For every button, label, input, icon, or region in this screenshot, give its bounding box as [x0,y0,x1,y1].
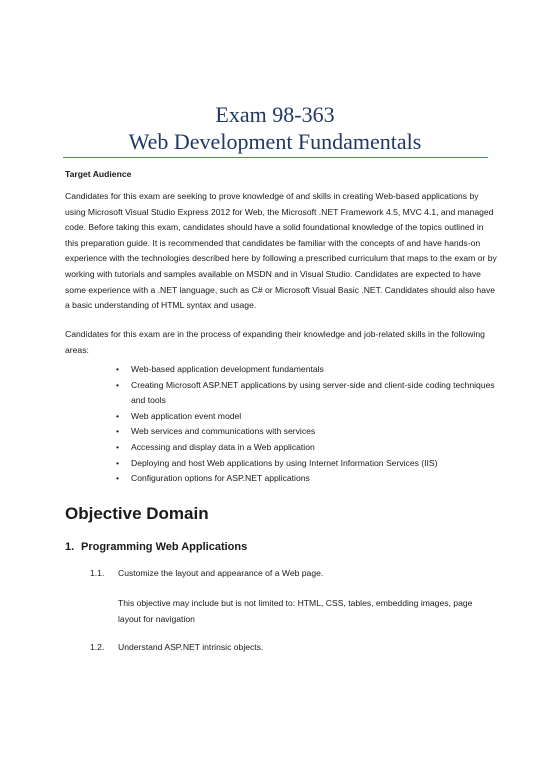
list-item [117,424,497,440]
bullet-icon: • [116,410,120,421]
list-item-text: Web services and communications with services [131,426,316,437]
objective-text: Understand ASP.NET intrinsic objects. [118,642,264,652]
target-audience-heading: Target Audience [65,169,132,179]
skills-intro-paragraph: Candidates for this exam are in the process of expanding their knowledge and job-related skills in the following areas: [65,329,485,355]
list-item-text: Configuration options for ASP.NET applications [131,473,310,484]
document-title [0,101,550,155]
bullet-icon: • [116,457,120,468]
list-item-text: Creating Microsoft ASP.NET applications by using server-side and client-side coding techniques and tools [131,379,495,406]
list-item [117,362,497,378]
section-number: 1. [65,541,75,553]
objective-domain-heading: Objective Domain [65,504,209,523]
list-item-text: Web-based application development fundamentals [131,364,324,374]
objective-description: This objective may include but is not limited to: HTML, CSS, tables, embedding images, page layout for navigation [118,598,473,624]
title-line-exam: Exam 98-363 [215,102,335,127]
skills-list [117,362,497,487]
list-item-text: Web application event model [131,410,242,421]
bullet-icon: • [116,441,120,452]
list-item-text: Accessing and display data in a Web application [131,441,315,452]
bullet-icon: • [116,473,120,484]
section-heading [65,541,247,553]
list-item [117,471,497,487]
objective-item [90,640,263,656]
bullet-icon: • [116,379,120,390]
objective-item [90,566,323,582]
objective-number: 1.2. [90,642,105,652]
list-item [117,409,497,425]
section-title: Programming Web Applications [81,541,248,553]
bullet-icon: • [116,364,120,374]
objective-number: 1.1. [90,568,105,578]
title-line-subject: Web Development Fundamentals [128,129,422,154]
list-item [117,378,497,409]
list-item [117,456,497,472]
title-divider [63,157,488,158]
audience-paragraph: Candidates for this exam are seeking to prove knowledge of and skills in creating Web-based applications by using Microsoft Visual Studio Express 2012 for Web, the Microsoft .NET Framework 4.5, MVC 4.1, and managed code. Before taking this exam, candidates should have a solid foundational knowledge of the topics outlined in this preparation guide. It is recommended that candidates be familiar with the concepts of and have hands-on experience with the technologies described here by following a prescribed curriculum that maps to the exam or by working with tutorials and samples available on MSDN and in Visual Studio. Candidates are expected to have some experience with a .NET language, such as C# or Microsoft Visual Basic .NET. Candidates should also have a basic understanding of HTML syntax and usage. [65,191,497,311]
list-item-text: Deploying and host Web applications by using Internet Information Services (IIS) [131,457,438,468]
objective-text: Customize the layout and appearance of a Web page. [118,568,324,578]
list-item [117,440,497,456]
bullet-icon: • [116,426,120,437]
